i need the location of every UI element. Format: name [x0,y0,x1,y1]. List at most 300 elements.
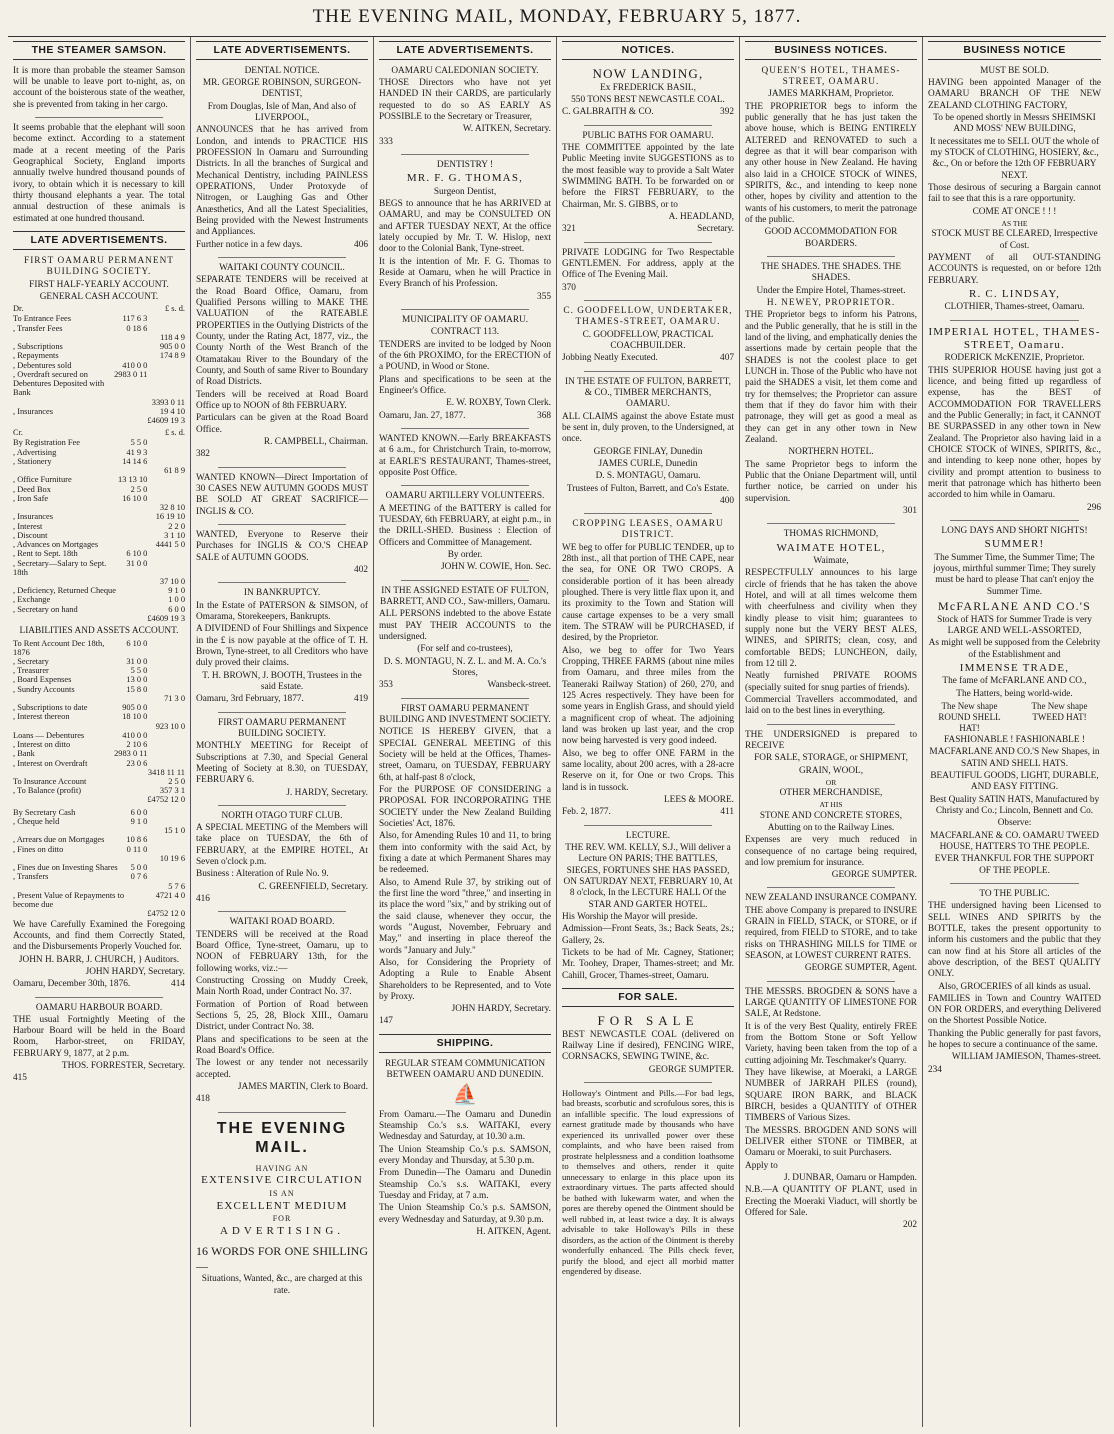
ledger-amount: £4609 19 3 [147,416,185,425]
mckenzie: RODERICK McKENZIE, Proprietor. [944,353,1085,364]
audit-text: We have Carefully Examined the Foregoing Accounts, and find them Correctly Stated, and the Disbursements Properly Vouched for. [13,919,185,953]
dunbar: J. DUNBAR, Oamaru or Hampden. [784,1173,917,1184]
stock-cleared: STOCK MUST BE CLEARED, Irrespective of Cost. [931,229,1098,251]
harbour-title: OAMARU HARBOUR BOARD. [35,1002,163,1013]
one-farm: Also, we beg to offer ONE FARM in the same locality, about 200 acres, with a 28-acre Reserve on it, for One or two Crops. This land is in tussock. [562,748,734,793]
ledger-amount [147,438,185,447]
ledger-amount [147,835,185,844]
goodfellow-undertaker: C. GOODFELLOW, UNDERTAKER, THAMES-STREET, OAMARU. [563,305,733,328]
waitaki-title: WAITAKI COUNTY COUNCIL. [219,263,345,274]
ledger-item: , Transfer Fees [13,323,63,333]
ledger-amount [114,777,147,786]
ledger-item: , Arrears due on Mortgages [13,835,105,845]
separate-tenders: SEPARATE TENDERS will be received at the Road Board Office, Oamaru, from Qualified Persons willing to MAKE THE VALUATION of the RATEABLE PROPERTIES in the Outlying Districts of the County, under the Rating Act, 1877, viz., the County North of the West Branch of the Otamatakau River to the Boundary of the County, and South of same River to Boundary of Road Districts. [196,275,368,388]
ledger-item: , Secretary [13,656,49,666]
ad-number-370: 370 [562,282,576,293]
ledger-amount: 2 5 0 [168,777,185,787]
travellers: Commercial Travellers accommodated, and laid on to the best lines in everything. [745,694,917,717]
ledger-item [13,854,126,863]
ledger-item: , Transfers [13,872,49,882]
ledger-item [13,694,114,703]
ledger-amount: £4609 19 3 [147,613,185,623]
amending-rules: Also, for Amending Rules 10 and 11, to bring them into conformity with the said Act, by fixing a date at which Permanent Shares may be redeemed. [379,831,551,876]
ledger-amount: 0 18 6 [126,323,148,333]
ledger-amount: 6 0 0 [168,604,185,614]
ad-number-414: 414 [171,979,185,990]
ledger-item: , Stationery [13,456,52,466]
ledger-row [13,845,185,854]
ledger-amount: 0 11 0 [126,844,148,854]
ledger-row [13,731,185,740]
ledger-amount: 6 10 0 [126,638,148,648]
ledger-item: , To Balance (profit) [13,786,82,796]
ledger-amount [147,863,185,872]
for-sale-heading: FOR SALE. [562,988,734,1007]
ledger-row [13,872,185,881]
ad-number-296: 296 [1087,502,1101,513]
ledger-amount: 5 7 6 [168,881,185,891]
ledger-amount [147,740,185,749]
admission: Admission—Front Seats, 3s.; Back Seats, 2s.; Gallery, 2s. [562,924,734,946]
ledger-item: To Entrance Fees [13,314,72,324]
ledger-amount [118,512,147,521]
ledger-amount: 14 14 6 [122,456,148,466]
ledger-amount: 15 8 0 [126,684,148,694]
ledger-amount: 9 1 0 [168,586,185,596]
contract-38: Formation of Portion of Road between Sections 5, 25, 28, Block XIII., Oamaru District, under Contract No. 38. [196,999,368,1033]
plans-spec: Plans and specifications to be seen at the Engineer's Office. [379,374,551,397]
ledger-amount: 923 10 0 [155,721,185,731]
excellent-medium: EXCELLENT MEDIUM [216,1199,348,1212]
ledger-row [13,531,185,540]
ledger-row [13,512,185,521]
ledger-amount: 6 10 0 [126,549,148,559]
ledger-row [13,351,185,360]
ledger-item: , Cheque held [13,816,60,826]
ledger-item: , Advertising [13,447,57,457]
apply-to: Apply to [745,1160,778,1171]
particulars: Particulars can be given at the Road Board Office. [196,413,368,435]
ledger-amount: 5 0 0 [130,863,148,873]
ledger-row [13,685,185,694]
ledger-row [13,722,185,731]
robinson: MR. GEORGE ROBINSON, SURGEON-DENTIST, [202,78,362,100]
ledger-row [13,586,185,595]
ledger-item [13,768,114,777]
ledger-amount: 4721 4 0 [155,890,185,900]
ledger-amount [147,559,185,577]
ad-number-402: 402 [354,564,368,575]
ad-number-416: 416 [196,894,210,905]
ledger-item: , Exchange [13,595,51,605]
ledger-amount [118,586,147,595]
battery-meeting: A MEETING of the BATTERY is called for TUESDAY, 6th FEBRUARY, at eight p.m., in the DRILL-SHED. Business : Election of Officers and Committee of Management. [379,503,551,548]
ad-number-392: 392 [720,107,734,118]
dentistry-title: DENTISTRY ! [436,160,494,171]
first-oamaru-title: FIRST OAMARU PERMANENT BUILDING SOCIETY. [218,717,346,739]
sumpter-2: GEORGE SUMPTER. [831,870,917,881]
ledger-row [13,605,185,614]
ledger-amount [147,808,185,817]
sixteen-words: 16 WORDS FOR ONE SHILLING— [196,1244,368,1273]
payment: PAYMENT of all OUT-STANDING ACCOUNTS is requested, on or before 12th FEBRUARY. [928,252,1101,286]
ledger-item: , Interest on ditto [13,740,71,750]
lindsay: R. C. LINDSAY, [968,287,1061,300]
greenfield: C. GREENFIELD, Secretary. [258,881,368,892]
new-shapes: MACFARLANE AND CO.'S New Shapes, in SATIN AND SHELL HATS. [929,747,1100,769]
tweed-hat: The New shape TWEED HAT! [1031,701,1088,722]
lees-moore: LEES & MOORE. [664,795,734,806]
ex-basil: Ex FREDERICK BASIL, [600,82,696,93]
assigned-estate: IN THE ASSIGNED ESTATE OF FULTON, BARRETT, AND CO., Saw-millers, Oamaru. [380,585,550,607]
for-sale-storage: FOR SALE, STORAGE, or SHIPMENT, [754,753,908,764]
tickets: Tickets to be had of Mr. Cagney, Stationer; Mr. Toohey, Draper, Thames-street; and Mr. Cahill, Grocer, Thames-street, Oamaru. [562,947,734,981]
ledger-amount [147,675,185,684]
h-aitken: H. AITKEN, Agent. [476,1226,551,1237]
ledger-amount [147,361,185,370]
ledger-amount [147,549,185,558]
ledger-amount [147,712,185,721]
ledger-item [13,577,118,586]
secretary-sig: JOHN HARDY, Secretary. [85,966,185,977]
northern-text: The same Proprietor begs to inform the Public that the Oniane Department will, until further notice, be carried on under his supervision. [745,459,917,504]
for-label: FOR [272,1214,292,1224]
volunteers-title: OAMARU ARTILLERY VOLUNTEERS. [385,491,545,502]
contract-37: Constructing Crossing on Muddy Creek, Main North Road, under Contract No. 37. [196,976,368,998]
ledger-amount [147,494,185,503]
ledger-item: , Board Expenses [13,675,72,685]
ledger-amount: 61 8 9 [164,466,185,476]
account-date: Oamaru, December 30th, 1876. [13,979,131,990]
bargain: Those desirous of securing a Bargain cannot fail to see that this is a rare opportunity. [928,183,1101,205]
notice-given: NOTICE IS HEREBY GIVEN, that a SPECIAL GENERAL MEETING of this Society will be held at the Offices, Thames-street, Oamaru, on TUESDAY, FEBRUARY 6th, at half-past 8 o'clock, [379,727,551,783]
ledger-amount: 905 0 0 [159,342,185,352]
ledger-row [13,666,185,675]
road-tenders: TENDERS will be received at the Road Board Office, Tyne-street, Oamaru, up to NOON of FEBRUARY 13th, for the following works, viz.:— [196,929,368,974]
ledger-amount [114,768,147,777]
goodfellow-coachbuilder: C. GOODFELLOW, PRACTICAL COACHBUILDER. [582,329,714,351]
ledger-row [13,475,185,484]
ledger-amount [147,639,185,657]
immense-trade: IMMENSE TRADE, [959,661,1070,674]
ledger-row [13,398,185,407]
ledger-amount: £4752 12 0 [147,909,185,919]
ledger-row [13,333,185,342]
ledger-amount: 5 5 0 [130,666,148,676]
ledger-amount: 10 8 6 [126,835,148,845]
ledger-amount [114,398,147,407]
ledger-row [13,614,185,623]
intention-text: It is the intention of Mr. F. G. Thomas to Reside at Oamaru, when he will Practice in Every Branch of his Profession. [379,256,551,290]
ledger-row [13,808,185,817]
ledger-amount [118,466,147,475]
ledger-row [13,494,185,503]
ad-number-301: 301 [903,505,917,516]
ledger-amount: 16 10 0 [122,493,148,503]
ledger-item: , Sundry Accounts [13,684,75,694]
municipality-title: MUNICIPALITY OF OAMARU. [401,315,529,326]
waimate-hotel: WAIMATE HOTEL, [776,541,886,554]
ledger-row [13,361,185,370]
ledger-row [13,703,185,712]
imperial-hotel: IMPERIAL HOTEL, THAMES-STREET, Oamaru. [928,325,1101,351]
lsd-label: £ s. d. [164,304,185,314]
ledger-item: To Rent Account Dec 18th, 1876 [13,638,105,657]
ledger-row [13,882,185,891]
markham: JAMES MARKHAM, Proprietor. [768,89,894,100]
or-label: OR [825,777,837,787]
ledger-amount [114,786,147,795]
round-shell-hat: The New shape ROUND SHELL HAT! [938,701,1001,733]
for-sale-big: FOR SALE [597,1012,699,1028]
bankruptcy-title: IN BANKRUPTCY. [243,588,321,599]
ledger-amount [114,351,147,360]
ledger-item: , Repayments [13,351,59,361]
ad-number-333: 333 [379,136,393,147]
cash-account: GENERAL CASH ACCOUNT. [39,291,159,302]
ledger-item: , Bank [13,749,35,759]
ad-number-400: 400 [720,495,734,506]
jan-date: Oamaru, Jan. 27, 1877. [379,410,466,421]
ledger-row [13,407,185,416]
under-empire: Under the Empire Hotel, Thames-street. [756,285,906,296]
shades-text: THE Proprietor begs to inform his Patrons, and the Public generally, that he is still in the land of the living, and emphatically denies the assertions made by certain people that the SHADES is not the coolest place to get LUNCH in. Those of the Public who have not paid the SHADES a visit, let them come and try for themselves; the Proprietor can assure them that if they do favor him with their patronage, they will get as good a meal as they can get in any other town in New Zealand. [745,310,917,445]
ledger-amount: £4752 12 0 [147,795,185,805]
column-4 [557,37,740,1427]
ledger-amount: 1 0 0 [168,595,185,605]
ledger-item: , Fines on ditto [13,844,64,854]
begs-text: BEGS to announce that he has ARRIVED at OAMARU, and may be CONSULTED ON and AFTER TUESDAY NEXT, At the office lately occupied by Mr. T. W. Hislop, next door to the Colonial Bank, Tyne-street. [379,199,551,255]
expenses: Expenses are very much reduced in consequence of no cartage being required, and low premium for insurance. [745,835,917,868]
ledger-item [13,826,126,835]
shipping-heading: SHIPPING. [379,1034,551,1053]
ledger-amount: 31 0 0 [126,656,148,666]
late-ads-heading: LATE ADVERTISEMENTS. [13,231,185,250]
newcastle-coal: 550 TONS BEST NEWCASTLE COAL. [571,94,725,105]
ledger-row [13,314,185,323]
ledger-amount: 13 13 10 [118,475,148,485]
martin: JAMES MARTIN, Clerk to Board. [237,1082,368,1093]
ledger-amount: 117 6 3 [122,314,148,324]
ledger-amount: 0 7 6 [130,872,148,882]
tweed-house: MACFARLANE & CO. OAMARU TWEED HOUSE, HATTERS TO THE PEOPLE. [930,830,1099,852]
ledger-item: , Subscriptions to date [13,703,88,713]
plant: N.B.—A QUANTITY OF PLANT, used in Erecting the Moeraki Viaduct, will shortly be Offered for Sale. [745,1185,917,1219]
ledger-amount [147,759,185,768]
having-an: HAVING AN [255,1163,309,1173]
ledger-amount: 19 4 10 [159,406,185,416]
ledger-row [13,786,185,795]
brogden: THE MESSRS. BROGDEN & SONS have a LARGE QUANTITY OF LIMESTONE FOR SALE, At Redstone. [745,986,917,1020]
ever-thankful: EVER THANKFUL FOR THE SUPPORT OF THE PEOPLE. [934,854,1095,876]
all-persons: ALL PERSONS indebted to the above Estate must PAY THEIR ACCOUNTS to the undersigned. [379,609,551,642]
ledger-amount: 3 1 10 [164,530,185,540]
road-plans: Plans and specifications to be seen at the Road Board's Office. [196,1034,368,1057]
ledger-item: , Insurances [13,512,53,522]
ledger-item: , Fines due on Investing Shares [13,863,118,873]
ledger-row [13,657,185,666]
ledger-amount [114,795,147,804]
trustees: T. H. BROWN, J. BOOTH, Trustees in the said Estate. [202,670,362,692]
lecture-title: LECTURE. [625,830,671,841]
holloway: Holloway's Ointment and Pills.—For bad legs, bad breasts, scorbutic and scrofulous sores, this is an infallible specific. The loud expressions of earnest gratitude made by thousands who have experienced its unrivalled power over these complaints, and who have been raised from prostrate helplessness and a condition loathsome to themselves and others, render it quite unnecessary to enlarge in this place upon its extraordinary virtues. The parts affected should be bathed with lukewarm water, and when the pores are thereby opened the Ointment should be well rubbed in, at least twice a day. It is always advisable to take Holloway's Pills in these disorders, as the action of the Ointment is thereby wonderfully enhanced. The Pills check fever, purify the blood, and eject all morbid matter engendered by disease. [562,1087,734,1277]
ledger-item [13,614,118,623]
ledger-amount: 32 8 10 [159,503,185,513]
best-quality: It is of the very Best Quality, entirely FREE from the Bottom Stone or Soft Yellow Variety, having been taken from the top of a cutting adjoining Mr. Teschmaker's Quarry. [745,1021,917,1066]
monthly-meeting: MONTHLY MEETING for Receipt of Subscriptions at 7.30, and Special General Meeting of Society at 8.30, on TUESDAY, FEBRUARY 6. [196,741,368,786]
ad-number-407: 407 [720,353,734,364]
ledger-row [13,759,185,768]
ledger-amount [114,333,147,342]
dr-label: Dr. [13,304,24,314]
notices-heading: NOTICES. [562,41,734,60]
ledger-amount: 3418 11 11 [147,767,185,777]
must-be-sold: MUST BE SOLD. [980,65,1049,76]
purpose: For the PURPOSE OF CONSIDERING a PROPOSAL FOR INCORPORATING THE SOCIETY under the New Zealand Building Societies' Act, 1876. [379,784,551,829]
ship-icon: ⛵ [452,1084,478,1107]
ledger-amount: 118 4 9 [160,332,185,342]
ledger-item: , Rent to Sept. 18th [13,549,78,559]
curle: JAMES CURLE, Dunedin [598,458,698,469]
ledger-amount: 31 0 0 [126,558,148,568]
union-samson-1: The Union Steamship Co.'s p.s. SAMSON, every Monday and Thursday, at 5.30 p.m. [379,1144,551,1166]
ledger-amount [118,577,147,586]
ledger-amount [147,324,185,333]
ad-number-406: 406 [354,239,368,250]
sumpter-agent: GEORGE SUMPTER, Agent. [804,963,917,974]
from-oamaru: From Oamaru.—The Oamaru and Dunedin Steamship Co.'s s.s. WAITAKI, every Wednesday and Saturday, at 10.30 a.m. [379,1109,551,1143]
richmond: THOMAS RICHMOND, [783,529,879,540]
auditors: JOHN H. BARR, J. CHURCH, } Auditors. [18,954,180,965]
ledger-row [13,540,185,549]
harbour-text: THE usual Fortnightly Meeting of the Harbour Board will be held in the Board Room, Harbor-street, on FRIDAY, FEBRUARY 9, 1877, at 2 p.m. [13,1014,185,1059]
harbour-sig: THOS. FORRESTER, Secretary. [61,1061,185,1072]
ledger-item [13,882,126,891]
fopbs-title: FIRST OAMARU PERMANENT BUILDING AND INVESTMENT SOCIETY. [379,703,551,725]
ledger-item: , Debentures sold [13,360,72,370]
thomas: MR. F. G. THOMAS, [406,172,524,185]
ledger-item: , Treasurer [13,666,49,676]
ledger-amount [126,909,147,918]
ledger-amount: 18 10 0 [122,712,148,722]
hardy-sig: J. HARDY, Secretary. [286,787,368,798]
ad-number-202: 202 [903,1220,917,1231]
ad-number-321: 321 [562,224,576,235]
propriety: Also, for Considering the Propriety of Adopting a Rule to Enable Absent Shareholders to be Represented, and to Vote by Proxy. [379,957,551,1002]
good-accommodation: GOOD ACCOMMODATION FOR BOARDERS. [764,227,898,249]
for-self: (For self and co-trustees), [417,644,513,655]
ledger-row [13,749,185,758]
ledger-amount: 6 0 0 [130,807,148,817]
proprietor-text: THE PROPRIETOR begs to inform the public generally that he has just taken the above house, which is BEING ENTIRELY ALTERED and RENOVATED to such a degree as that it will bear comparison with any other house in New Zealand. He having also laid in a CHOICE STOCK of WINES, SPIRITS, &c., and intending to keep none other, hopes by civility and attention to the wants of his customers, to merit the patronage of the public. [745,101,917,226]
ledger-amount [126,891,147,909]
ledger-amount: 2983 0 11 [114,749,148,759]
ledger-amount [114,694,147,703]
ledger-item [13,398,114,407]
abutting: Abutting on to the Railway Lines. [767,822,895,833]
ledger-row [13,416,185,425]
ledger-amount: 9 1 0 [130,816,148,826]
all-claims: ALL CLAIMS against the above Estate must be sent in, duly proven, to the Undersigned, at once. [562,411,734,445]
ad-number-415: 415 [13,1073,27,1084]
elephant-text: It seems probable that the elephant will soon become extinct. According to a statement made at a recent meeting of the Paris Geographical Society, England imports annually twelve hundred thousand pounds of ivory, to obtain which it is necessary to kill thirty thousand elephants a year. The total annual destruction of these animals is estimated at one hundred thousand. [13,123,185,224]
ledger-row [13,795,185,804]
ledger-row [13,577,185,586]
ledger-item: , Interest [13,521,43,531]
ledger-amount: 37 10 0 [159,577,185,586]
montagu: D. S. MONTAGU, N. Z. L. and M. A. Co.'s Stores, [383,656,547,678]
fulton-estate: IN THE ESTATE OF FULTON, BARRETT, & CO., TIMBER MERCHANTS, OAMARU. [564,376,731,410]
ledger-row [13,768,185,777]
caledonian-text: THOSE Directors who have not yet HANDED IN their CARDS, are particularly requested to do so AS EARLY AS POSSIBLE to the Secretary or Treasurer, [379,78,551,123]
ad-number-411: 411 [720,807,734,818]
extensive-circulation: EXTENSIVE CIRCULATION [201,1174,363,1187]
waimate: Waimate, [813,556,849,566]
by-order: By order. [447,550,483,561]
ledger-amount: 15 1 0 [164,826,185,836]
cropping-title: CROPPING LEASES, OAMARU DISTRICT. [572,519,724,541]
tenders-noon: Tenders will be received at Road Board Office up to NOON of 8th FEBRUARY. [196,389,368,411]
ledger-item [13,909,126,918]
best-satin: Best Quality SATIN HATS, Manufactured by Christy and Co.; Lincoln, Bennett and Co. [929,794,1100,816]
ledger-amount [147,657,185,666]
wanted-known-inglis: WANTED KNOWN—Direct Importation of 30 CASES NEW AUTUMN GOODS MUST BE SOLD AT GREAT SACRIFICE—INGLIS & CO. [196,472,368,517]
the-shades: THE SHADES. THE SHADES. THE SHADES. [760,262,902,284]
ledger-amount [147,457,185,466]
clothier: CLOTHIER, Thames-street, Oamaru. [944,302,1085,313]
ledger-amount [147,845,185,854]
headland: A. HEADLAND, [668,211,734,222]
ledger-amount [147,872,185,881]
lowest-tender: The lowest or any tender not necessarily accepted. [196,1058,368,1080]
ad-number-147: 147 [379,1016,393,1027]
ad-number-382: 382 [196,449,210,460]
ledger-amount [147,448,185,457]
dr-table [13,314,185,425]
ledger-row [13,324,185,333]
baths-title: PUBLIC BATHS FOR OAMARU. [582,130,714,141]
best-coal: BEST NEWCASTLE COAL (delivered on Railway Line if desired), FENCING WIRE, CORNSACKS, SEWING TWINE, &c. [562,1029,734,1063]
column-5 [740,37,923,1427]
ledger-item: , Secretary—Salary to Sept. 18th [13,558,107,577]
as-the: AS THE [1001,219,1028,229]
ledger-row [13,891,185,909]
ledger-amount [118,614,147,623]
ledger-amount [114,407,147,416]
rule-37: Also, to Amend Rule 37, by striking out of the first line the word "three," and inserting in its place the word "six," and by striking out of the said clause, whenever they occur, the words "August, November, February and May," and inserting in place thereof the words "January and July." [379,877,551,956]
ledger-item: To Insurance Account [13,777,87,787]
regular-steam: REGULAR STEAM COMMUNICATION BETWEEN OAMARU AND DUNEDIN. [384,1058,546,1080]
ledger-amount [118,605,147,614]
situations: Situations, Wanted, &c., are charged at this rate. [201,1274,363,1296]
to-the-public: TO THE PUBLIC. [979,888,1050,899]
cr-table [13,438,185,623]
road-board-title: WAITAKI ROAD BOARD. [229,917,335,928]
ledger-item [13,722,114,731]
ledger-row [13,817,185,826]
stock-hats: Stock of HATS for Summer Trade is very LARGE AND WELL-ASSORTED, [937,614,1092,636]
mayor: His Worship the Mayor will preside. [562,911,698,922]
fame: The fame of McFARLANE AND CO., [942,676,1087,687]
campbell: R. CAMPBELL, Chairman. [263,436,368,447]
ledger-amount: 23 0 6 [126,758,148,768]
ledger-row [13,675,185,684]
hat-styles [928,701,1101,734]
ledger-row [13,485,185,494]
ledger-row [13,522,185,531]
roxby: E. W. ROXBY, Town Clerk. [446,398,551,409]
ledger-item: , Deed Box [13,484,51,494]
